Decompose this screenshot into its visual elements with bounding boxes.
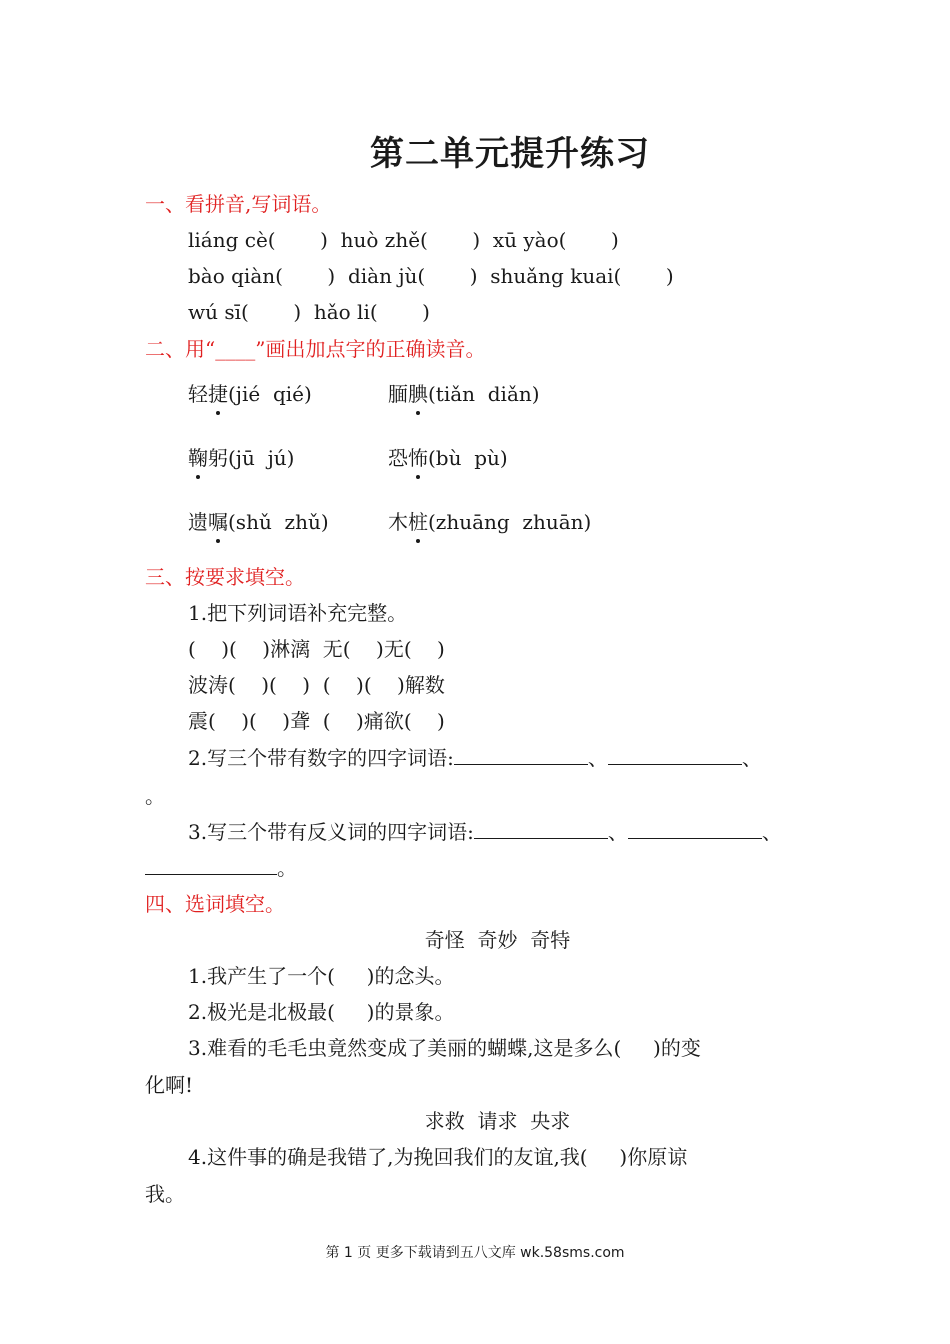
reading-item [188,380,312,408]
separator: 、 [741,746,762,770]
question-3-1: 1.把下列词语补充完整。 [188,601,408,625]
section-3-heading: 三、按要求填空。 [145,565,305,589]
separator: 、 [761,820,782,844]
heading-suffix: ”画出加点字的正确读音。 [255,337,486,361]
answer-blank [454,744,588,765]
dotted-char: 嘱 [208,510,228,534]
pinyin-options: (shǔ zhǔ) [228,510,329,534]
page-footer: 第 1 页 更多下载请到五八文库 wk.58sms.com [325,1245,625,1261]
page-title: 第二单元提升练习 [370,134,650,174]
reading-item [188,444,294,472]
question-3-3 [188,818,782,846]
section-1-heading: 一、看拼音,写词语。 [145,192,332,216]
question-4-4: 4.这件事的确是我错了,为挽回我们的友谊,我( )你原谅 [188,1145,688,1169]
answer-blank [145,854,277,875]
question-3-2-end: 。 [145,784,165,808]
period: 。 [277,856,297,880]
section-2-heading [145,335,485,363]
section-4-heading: 四、选词填空。 [145,892,285,916]
pinyin-options: (bù pù) [428,446,508,470]
char: 木 [388,510,408,534]
answer-blank [608,744,742,765]
char: 恐 [388,446,408,470]
reading-item [388,380,540,408]
heading-prefix: 二、用“ [145,337,216,361]
pinyin-options: (tiǎn diǎn) [428,382,540,406]
word-choices-2: 求救 请求 央求 [424,1109,571,1133]
answer-blank [628,818,762,839]
answer-blank [474,818,608,839]
char: 腼 [388,382,408,406]
pinyin-options: (jié qié) [228,382,312,406]
pinyin-options: (jū jú) [228,446,295,470]
idiom-row-3: 震( )( )聋 ( )痛欲( ) [188,709,445,733]
reading-item [388,508,591,536]
dotted-char: 鞠 [188,446,208,470]
dotted-char: 捷 [208,382,228,406]
pinyin-row-2: bào qiàn( ) diàn jù( ) shuǎng kuai( ) [188,264,674,288]
dotted-char: 怖 [408,446,428,470]
separator: 、 [607,820,628,844]
dotted-char: 腆 [408,382,428,406]
char: 躬 [208,446,228,470]
idiom-row-2: 波涛( )( ) ( )( )解数 [188,673,445,697]
separator: 、 [587,746,608,770]
reading-item [388,444,508,472]
char: 轻 [188,382,208,406]
question-text: 3.写三个带有反义词的四字词语: [188,820,474,844]
reading-item [188,508,329,536]
idiom-row-1: ( )( )淋漓 无( )无( ) [188,637,445,661]
question-4-3: 3.难看的毛毛虫竟然变成了美丽的蝴蝶,这是多么( )的变 [188,1036,701,1060]
heading-underline-mark: ____ [215,337,256,361]
question-4-3-cont: 化啊! [145,1073,194,1097]
pinyin-options: (zhuāng zhuān) [428,510,592,534]
char: 遗 [188,510,208,534]
question-3-3-end [145,854,297,882]
pinyin-row-1: liáng cè( ) huò zhě( ) xū yào( ) [188,228,619,252]
dotted-char: 桩 [408,510,428,534]
word-choices-1: 奇怪 奇妙 奇特 [424,928,571,952]
question-4-1: 1.我产生了一个( )的念头。 [188,964,455,988]
question-4-4-cont: 我。 [145,1182,185,1206]
question-4-2: 2.极光是北极最( )的景象。 [188,1000,455,1024]
question-text: 2.写三个带有数字的四字词语: [188,746,454,770]
pinyin-row-3: wú sī( ) hǎo li( ) [188,300,430,324]
question-3-2 [188,744,762,772]
